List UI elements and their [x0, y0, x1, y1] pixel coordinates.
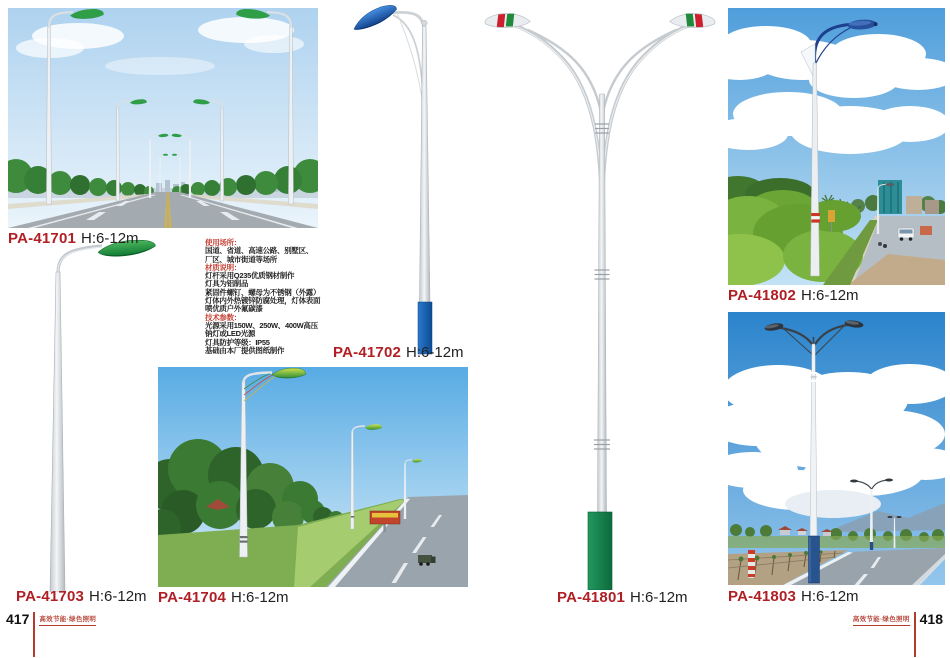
pole-finial: [422, 20, 428, 26]
spec-line: 基础由本厂提供图纸制作: [205, 345, 285, 355]
height-spec: H:6-12m: [630, 589, 688, 606]
model-code: PA-41801: [557, 589, 626, 606]
model-code: PA-41704: [158, 589, 227, 606]
product-label-pa-41704: [158, 589, 289, 606]
model-code: PA-41803: [728, 588, 797, 605]
footer-slogan: 高效节能·绿色照明: [853, 616, 910, 626]
lamp-head-blue: [350, 2, 399, 33]
photo-pa-41704: [158, 367, 468, 587]
spec-text-block: [205, 239, 345, 355]
footer-divider-line: [33, 612, 35, 657]
footer-right: [853, 612, 943, 657]
spec-line: 喷优质户外氟碳漆: [205, 304, 263, 314]
height-spec: H:6-12m: [801, 287, 859, 304]
product-label-pa-41803: [728, 588, 859, 605]
footer-divider-line: [914, 612, 916, 657]
photo-pa-41802: [728, 8, 945, 285]
model-code: PA-41703: [16, 588, 85, 605]
pole: [50, 272, 65, 592]
model-code: PA-41802: [728, 287, 797, 304]
model-code: PA-41701: [8, 230, 77, 247]
page-number-right: 418: [919, 611, 943, 627]
spec-line: 灯杆采用Q235优质钢材制作: [205, 271, 295, 281]
spec-line: 灯具为铝制品: [205, 279, 249, 289]
product-label-pa-41802: [728, 287, 859, 304]
height-spec: H:6-12m: [81, 230, 139, 247]
spec-line: 紧固件螺钉、螺母为不锈钢（外露）: [205, 287, 321, 297]
spec-line: 灯体内外热镀锌防腐处理，灯体表面: [205, 296, 321, 306]
model-code: PA-41702: [333, 344, 402, 361]
spec-line: 厂区、城市街道等场所: [205, 254, 277, 264]
footer-slogan: 高效节能·绿色照明: [39, 616, 96, 626]
photo-pa-41701: [8, 8, 318, 228]
striped-bollard: [748, 550, 755, 578]
product-label-pa-41801: [557, 589, 688, 606]
height-spec: H:6-12m: [231, 589, 289, 606]
product-label-pa-41702: [333, 344, 464, 361]
photo-pa-41803: [728, 312, 945, 585]
height-spec: H:6-12m: [801, 588, 859, 605]
pole-base-green: [588, 512, 612, 590]
height-spec: H:6-12m: [89, 588, 147, 605]
spec-section-heading: 材质说明：: [205, 262, 241, 272]
spec-line: 国道、省道、高速公路、别墅区、: [205, 246, 313, 256]
height-spec: H:6-12m: [406, 344, 464, 361]
product-label-pa-41701: [8, 230, 139, 247]
spec-section-heading: 技术参数：: [205, 312, 241, 322]
spec-section-heading: 使用场所：: [205, 238, 241, 247]
spec-line: 光源采用150W、250W、400W高压: [205, 320, 318, 330]
spec-line: 灯具防护等级：IP55: [205, 337, 270, 347]
illustration-pa-41702: [331, 2, 466, 358]
product-label-pa-41703: [16, 588, 147, 605]
spec-line: 钠灯或LED光源: [205, 329, 256, 339]
footer-left: [6, 612, 96, 657]
lamp-head-right: [669, 10, 716, 30]
illustration-pa-41801: [478, 4, 722, 590]
page-number-left: 417: [6, 611, 30, 627]
